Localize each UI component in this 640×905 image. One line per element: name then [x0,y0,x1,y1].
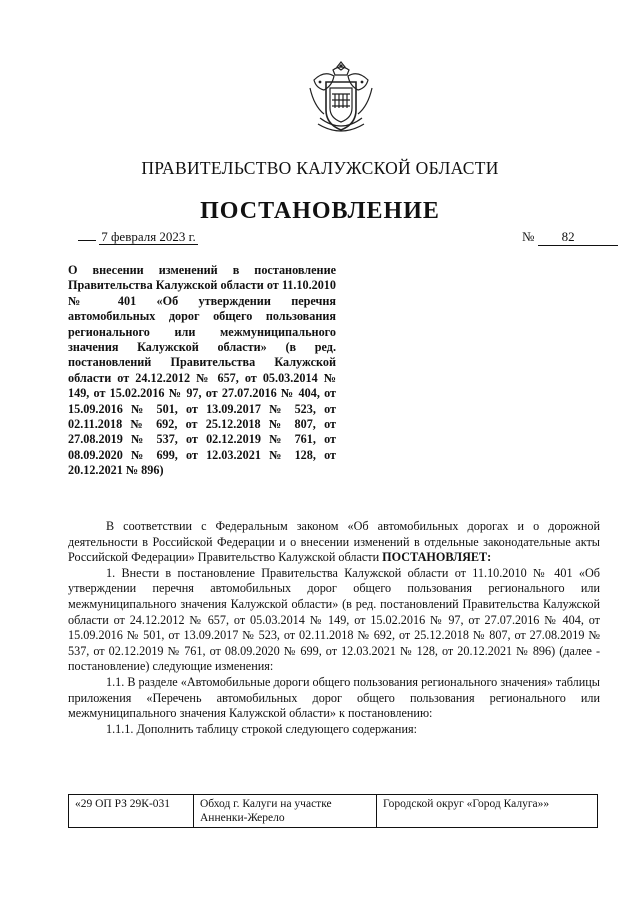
preamble-text: В соответствии с Федеральным законом «Об автомобильных дорогах и о дорожной деятельности в Российской Федерации и о внесении изменений в отдельные законодательные акты Российской Федерации» Правительство Калужской области [68,519,600,565]
decree-subject: О внесении изменений в постановление Правительства Калужской области от 11.10.2010 № 401 «Об утверждении перечня автомобильных дорог общего пользования регионального или межмуниципального значения Калужской области» (в ред. постановлений Правительства Калужской области от 24.12.2012 № 657, от 05.03.2014 № 149, от 15.02.2016 № 97, от 27.07.2016 № 404, от 15.09.2016 № 501, от 13.09.2017 № 523, от 02.11.2018 № 692, от 25.12.2018 № 807, от 27.08.2019 № 537, от 02.12.2019 № 761, от 08.09.2020 № 699, от 12.03.2021 № 128, от 20.12.2021 № 896) [68,263,336,478]
government-title: ПРАВИТЕЛЬСТВО КАЛУЖСКОЙ ОБЛАСТИ [141,158,499,178]
table-cell-road-id: «29 ОП РЗ 29К-031 [69,795,194,828]
date-underline-lead [78,240,96,241]
document-number-line [522,229,618,246]
table-cell-municipality: Городской округ «Город Калуга»» [377,795,598,828]
table-row [69,795,598,828]
document-number: 82 [538,229,618,246]
document-type-title: ПОСТАНОВЛЕНИЕ [200,198,440,224]
document-date: 7 февраля 2023 г. [101,229,196,244]
document-date-line [78,229,198,245]
item-1: 1. Внести в постановление Правительства Калужской области от 11.10.2010 № 401 «Об утверждении перечня автомобильных дорог общего пользования регионального или межмуниципального значения Калужской области» (в ред. постановлений Правительства Калужской области от 24.12.2012 № 657, от 05.03.2014 № 149, от 15.02.2016 № 97, от 27.07.2016 № 404, от 15.09.2016 № 501, от 13.09.2017 № 523, от 02.11.2018 № 692, от 25.12.2018 № 807, от 27.08.2019 № 537, от 02.12.2019 № 761, от 08.09.2020 № 699, от 12.03.2021 № 128, от 20.12.2021 № 896) (далее - постановление) следующие изменения: [68,565,600,674]
item-1-1-1: 1.1.1. Дополнить таблицу строкой следующего содержания: [106,721,417,736]
decree-word: ПОСТАНОВЛЯЕТ: [382,550,492,565]
preamble-paragraph [68,519,600,566]
table-cell-road-name: Обход г. Калуги на участке Анненки-Жерело [194,795,377,828]
inserted-row-table [68,794,598,828]
item-1-1: 1.1. В разделе «Автомобильные дороги общего пользования регионального значения» таблицы приложения «Перечень автомобильных дорог общего пользования регионального или межмуниципального значения Калужской области» к постановлению: [68,674,600,721]
decree-body [68,519,600,737]
kaluga-coat-of-arms-emblem [306,58,376,138]
number-label: № [522,229,535,244]
